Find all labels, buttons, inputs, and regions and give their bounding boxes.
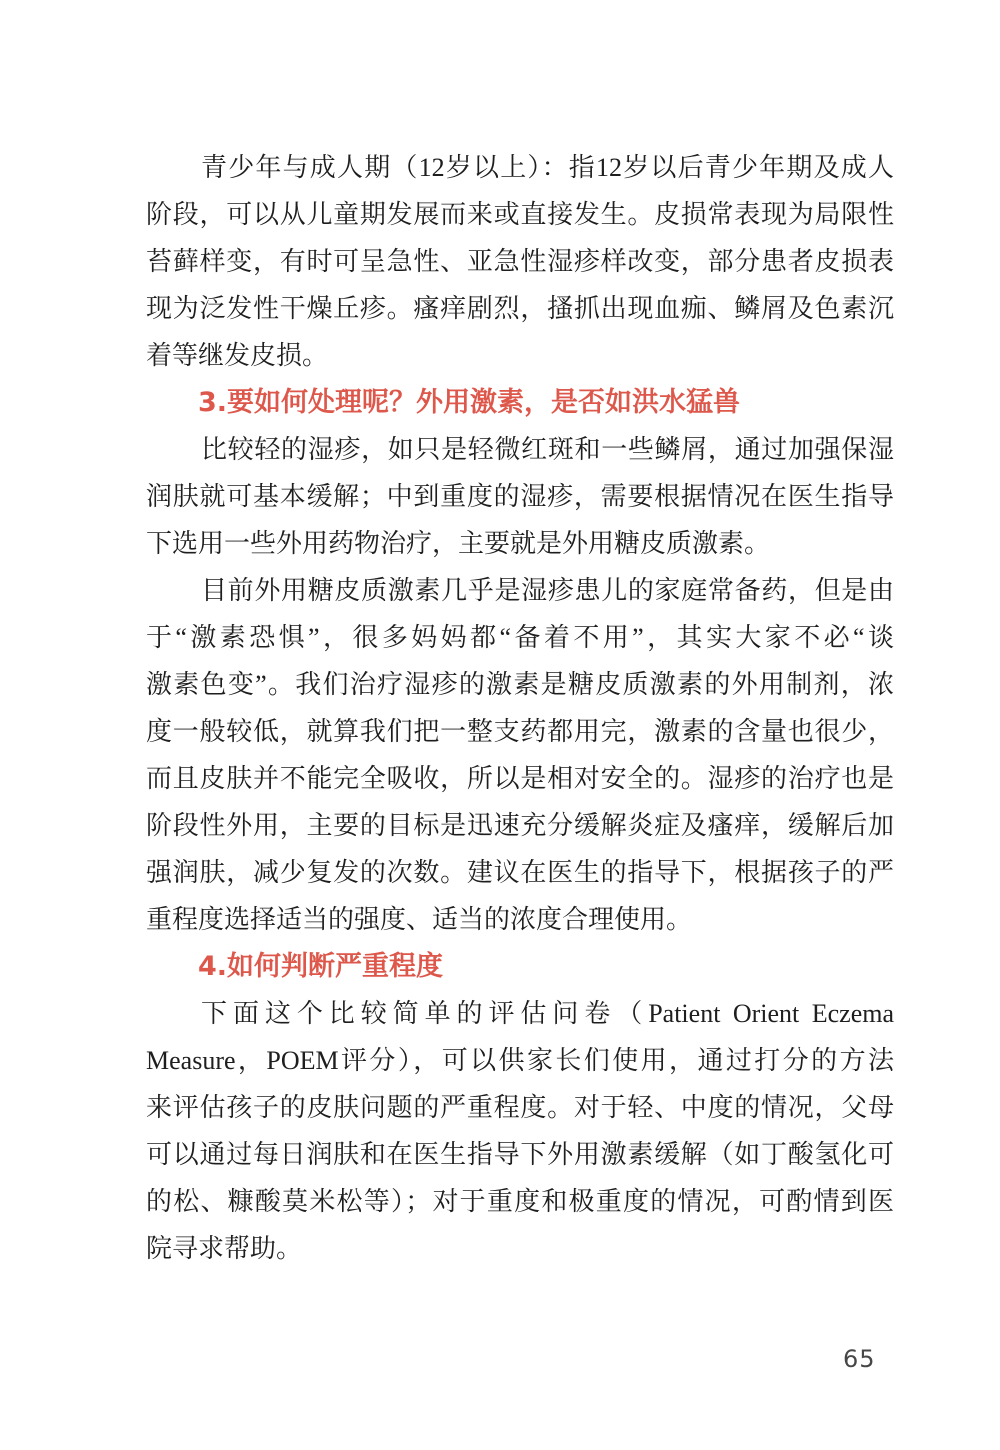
body-text-line: 可以通过每日润肤和在医生指导下外用激素缓解（如丁酸氢化可 <box>146 1140 894 1169</box>
body-text-line: 目前外用糖皮质激素几乎是湿疹患儿的家庭常备药，但是由 <box>201 576 894 605</box>
body-text-line: 的松、糠酸莫米松等）；对于重度和极重度的情况，可酌情到医 <box>146 1187 894 1216</box>
body-text-line: 阶段，可以从儿童期发展而来或直接发生。皮损常表现为局限性 <box>146 200 894 229</box>
body-text-line: 青少年与成人期（12岁以上）：指12岁以后青少年期及成人 <box>201 153 894 182</box>
body-text-line: Measure，POEM评分），可以供家长们使用，通过打分的方法 <box>146 1046 894 1075</box>
body-text-line: 下选用一些外用药物治疗，主要就是外用糖皮质激素。 <box>146 529 771 558</box>
body-text-line: 来评估孩子的皮肤问题的严重程度。对于轻、中度的情况，父母 <box>146 1093 894 1122</box>
body-text-line: 强润肤，减少复发的次数。建议在医生的指导下，根据孩子的严 <box>146 858 894 887</box>
body-text-line: 度一般较低，就算我们把一整支药都用完，激素的含量也很少， <box>146 717 894 746</box>
body-text-line: 比较轻的湿疹，如只是轻微红斑和一些鳞屑，通过加强保湿 <box>201 435 894 464</box>
body-text-line: 阶段性外用，主要的目标是迅速充分缓解炎症及瘙痒，缓解后加 <box>146 811 894 840</box>
body-text-line: 激素色变”。我们治疗湿疹的激素是糖皮质激素的外用制剂，浓 <box>146 670 894 699</box>
body-text-line: 院寻求帮助。 <box>146 1234 303 1263</box>
body-text-line: 而且皮肤并不能完全吸收，所以是相对安全的。湿疹的治疗也是 <box>146 764 894 793</box>
body-text-line: 重程度选择适当的强度、适当的浓度合理使用。 <box>146 905 693 934</box>
body-text-line: 现为泛发性干燥丘疹。瘙痒剧烈，搔抓出现血痂、鳞屑及色素沉 <box>146 294 894 323</box>
body-text-line: 苔藓样变，有时可呈急性、亚急性湿疹样改变，部分患者皮损表 <box>146 247 894 276</box>
body-text-line: 下面这个比较简单的评估问卷（Patient Orient Eczema <box>201 999 894 1028</box>
body-text-line: 着等继发皮损。 <box>146 341 329 370</box>
body-text-line: 润肤就可基本缓解；中到重度的湿疹，需要根据情况在医生指导 <box>146 482 894 511</box>
page-content <box>146 144 894 1272</box>
page-number: 65 <box>843 1345 876 1373</box>
body-text-line: 于“激素恐惧”，很多妈妈都“备着不用”，其实大家不必“谈 <box>146 623 894 652</box>
section-heading-3: 3.要如何处理呢？外用激素，是否如洪水猛兽 <box>198 387 741 418</box>
section-heading-4: 4.如何判断严重程度 <box>198 951 444 982</box>
